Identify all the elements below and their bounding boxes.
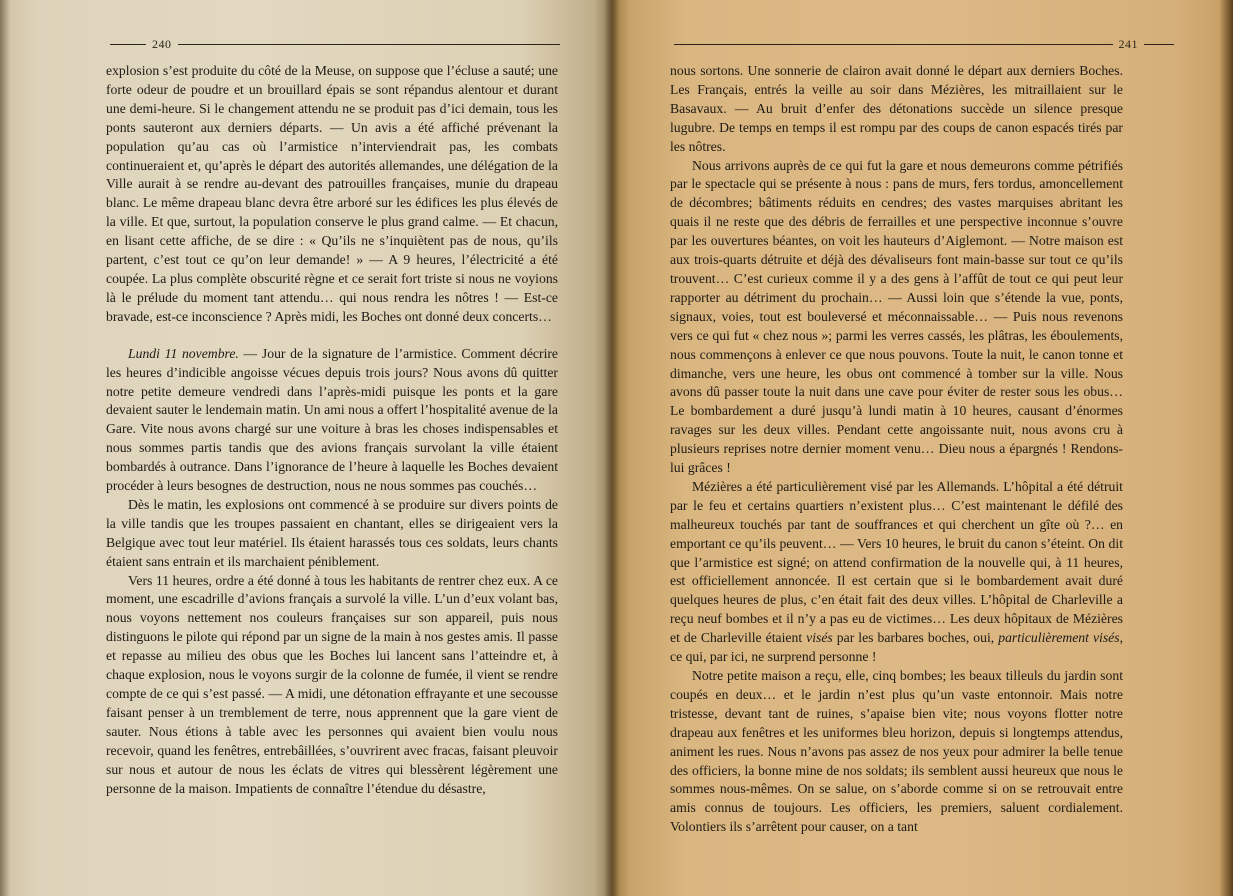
header-rule (1144, 44, 1174, 45)
date-heading: Lundi 11 novembre. (128, 345, 239, 361)
left-page-edge-shadow (0, 0, 10, 896)
right-page (612, 0, 1233, 896)
paragraph: Vers 11 heures, ordre a été donné à tous les habitants de rentrer chez eux. A ce moment, une escadrille d’avions français a survolé la ville. L’un d’eux volant bas, nous voyons nettement nos couleurs françaises sur son appareil, puis nous distinguons le pilote qui répond par un signe de la main à nos gestes amis. Il passe et repasse au milieu des obus que les Boches lui lancent sans l’atteindre et, à chaque explosion, nous le voyons surgir de la colonne de fumée, il vient se rendre compte de ce qui s’est passé. — A midi, une détonation effrayante et une secousse faisant penser à un tremblement de terre, nous apprennent que la gare vient de sauter. Nous étions à table avec les personnes qui avaient bien voulu nous recevoir, quand les fenêtres, entrebâillées, s’ouvrirent avec fracas, faisant pleuvoir sur nous et autour de nous les éclats de vitres qui blessèrent légèrement une personne de la maison. Impatients de connaître l’étendue du désastre, (106, 572, 558, 796)
right-page-text (670, 62, 1123, 837)
paragraph: Notre petite maison a reçu, elle, cinq bombes; les beaux tilleuls du jardin sont coupés en deux… et le jardin n’est plus qu’un vaste entonnoir. Mais notre tristesse, devant tant de ruines, s’apaise bien vite; nous voyons flotter notre drapeau aux fenêtres et les uniformes bleu horizon, depuis si longtemps attendus, animent les rues. Nous n’avons pas assez de nos yeux pour admirer la belle tenue des officiers, la bonne mine de nos soldats; ils semblent aussi heureux que nous le sommes nous-mêmes. On se salue, on s’aborde comme si on se retrouvait entre amis connus de toujours. Les officiers, les premiers, saluent cordialement. Volontiers ils s’arrêtent pour causer, on a tant (670, 668, 1123, 835)
header-rule (110, 44, 146, 45)
page-number: 241 (1118, 36, 1138, 51)
paragraph: Mézières a été particulièrement visé par les Allemands. L’hôpital a été détruit par le feu et certains quartiers n’existent plus… C’est maintenant le défilé des malheureux touchés par tant de souffrances et qui cherchent un gîte où ?… en emportant ce qu’ils peuvent… — Vers 10 heures, le bruit du canon s’éteint. On dit que l’armistice est signé; on attend confirmation de la nouvelle qui, à 11 heures, est officiellement annoncée. Il est certain que si le bombardement avait duré quelques heures de plus, c’en était fait des deux villes. L’hôpital de Charleville a reçu neuf bombes et il n’y a pas eu de victimes… Les deux hôpitaux de Mézières et de Charleville étaient visés par les barbares boches, oui, particulièrement visés, ce qui, par ici, ne surprend personne ! (670, 478, 1123, 665)
paragraph: Dès le matin, les explosions ont commencé à se produire sur divers points de la ville tandis que les troupes passaient en chantant, elles se dirigeaient vers la Belgique avec tout leur matériel. Ils étaient harassés tous ces soldats, leurs chants étaient sans entrain et ils marchaient péniblement. (106, 496, 558, 569)
page-number: 240 (152, 36, 172, 51)
book-gutter (604, 0, 620, 896)
paragraph: Lundi 11 novembre. — Jour de la signature de l’armistice. Comment décrire les heures d’indicible angoisse vécues depuis trois jours? Nous avons dû quitter notre petite demeure vendredi dans l’après-midi puisque les ponts et la gare devaient sauter le lendemain matin. Un ami nous a offert l’hospitalité avenue de la Gare. Vite nous avons chargé sur une voiture à bras les choses indispensables et nous sommes partis tandis que des avions français survolant la ville étaient bombardés à outrance. Dans l’ignorance de l’heure à laquelle les Boches devaient procéder à leurs besognes de destruction, nous ne nous sommes pas couchés… (106, 345, 559, 494)
left-running-head (110, 36, 560, 52)
right-running-head (674, 36, 1174, 52)
header-rule (178, 44, 561, 45)
right-page-edge-shadow (1219, 0, 1233, 896)
left-page-text (106, 62, 558, 798)
paragraph: nous sortons. Une sonnerie de clairon avait donné le départ aux derniers Boches. Les Français, entrés la veille au soir dans Mézières, les mitraillaient sur le Basavaux. — Au bruit d’enfer des détonations succède un silence presque lugubre. De temps en temps il est rompu par des coups de canon espacés tirés par les nôtres. (670, 63, 1123, 154)
paragraph: explosion s’est produite du côté de la Meuse, on suppose que l’écluse a sauté; une forte odeur de poudre et un brouillard épais se sont répandus alentour et durant une demi-heure. Si le changement attendu ne se produit pas d’ici demain, tous les ponts sauteront aux derniers départs. — Un avis a été affiché prévenant la population qu’au cas où l’armistice n’interviendrait pas, les combats continueraient et, qu’après le départ des autorités allemandes, une délégation de la Ville aurait à se rendre au-devant des patrouilles françaises, munie du drapeau blanc. Le même drapeau blanc devra être arboré sur les édifices les plus élevés de la ville. Et que, surtout, la population conserve le plus grand calme. — Et chacun, en lisant cette affiche, de se dire : « Qu’ils ne s’inquiètent pas de nous, qu’ils partent, c’est tout ce qu’on leur demande! » — A 9 heures, l’électricité a été coupée. La plus complète obscurité règne et ce serait fort triste si nous ne voyions là le prélude du moment tant attendu… qui nous rendra les nôtres ! — Est-ce bravade, est-ce inconscience ? Après midi, les Boches ont donné deux concerts… (106, 63, 558, 324)
header-rule (674, 44, 1113, 45)
paragraph: Nous arrivons auprès de ce qui fut la gare et nous demeurons comme pétrifiés par le spectacle qui se présente à nous : pans de murs, fers tordus, amoncellement de décombres; bâtiments réduits en cendres; des vastes marquises abritant les quais il ne reste que des débris de ferrailles et une perspective inconnue s’ouvre par les ouvertures béantes, on voit les hauteurs d’Aiglemont. — Notre maison est aux trois-quarts détruite et déjà des dévaliseurs font main-basse sur tout ce qu’ils trouvent… C’est curieux comme il y a des gens à l’affût de tout ce qui peut leur rapporter au détriment du prochain… — Aussi loin que s’étende la vue, ponts, signaux, voies, tout est bouleversé et méconnaissable… — Puis nous revenons vers ce qui fut « chez nous »; parmi les verres cassés, les plâtras, les éboulements, nous commençons à enlever ce que nous pouvons. Toute la nuit, le canon tonne et dimanche, vers une heure, les obus ont commencé à tomber sur la ville. Nous avons dû passer toute la nuit dans une cave pour éviter de rester sous les obus… Le bombardement a duré jusqu’à lundi matin à 10 heures, causant d’énormes ravages sur les deux villes. Pendant cette angoissante nuit, nous avons cru à plusieurs reprises notre dernier moment venu… Dieu nous a épargnés ! Rendons-lui grâces ! (670, 157, 1123, 476)
left-page (0, 0, 612, 896)
